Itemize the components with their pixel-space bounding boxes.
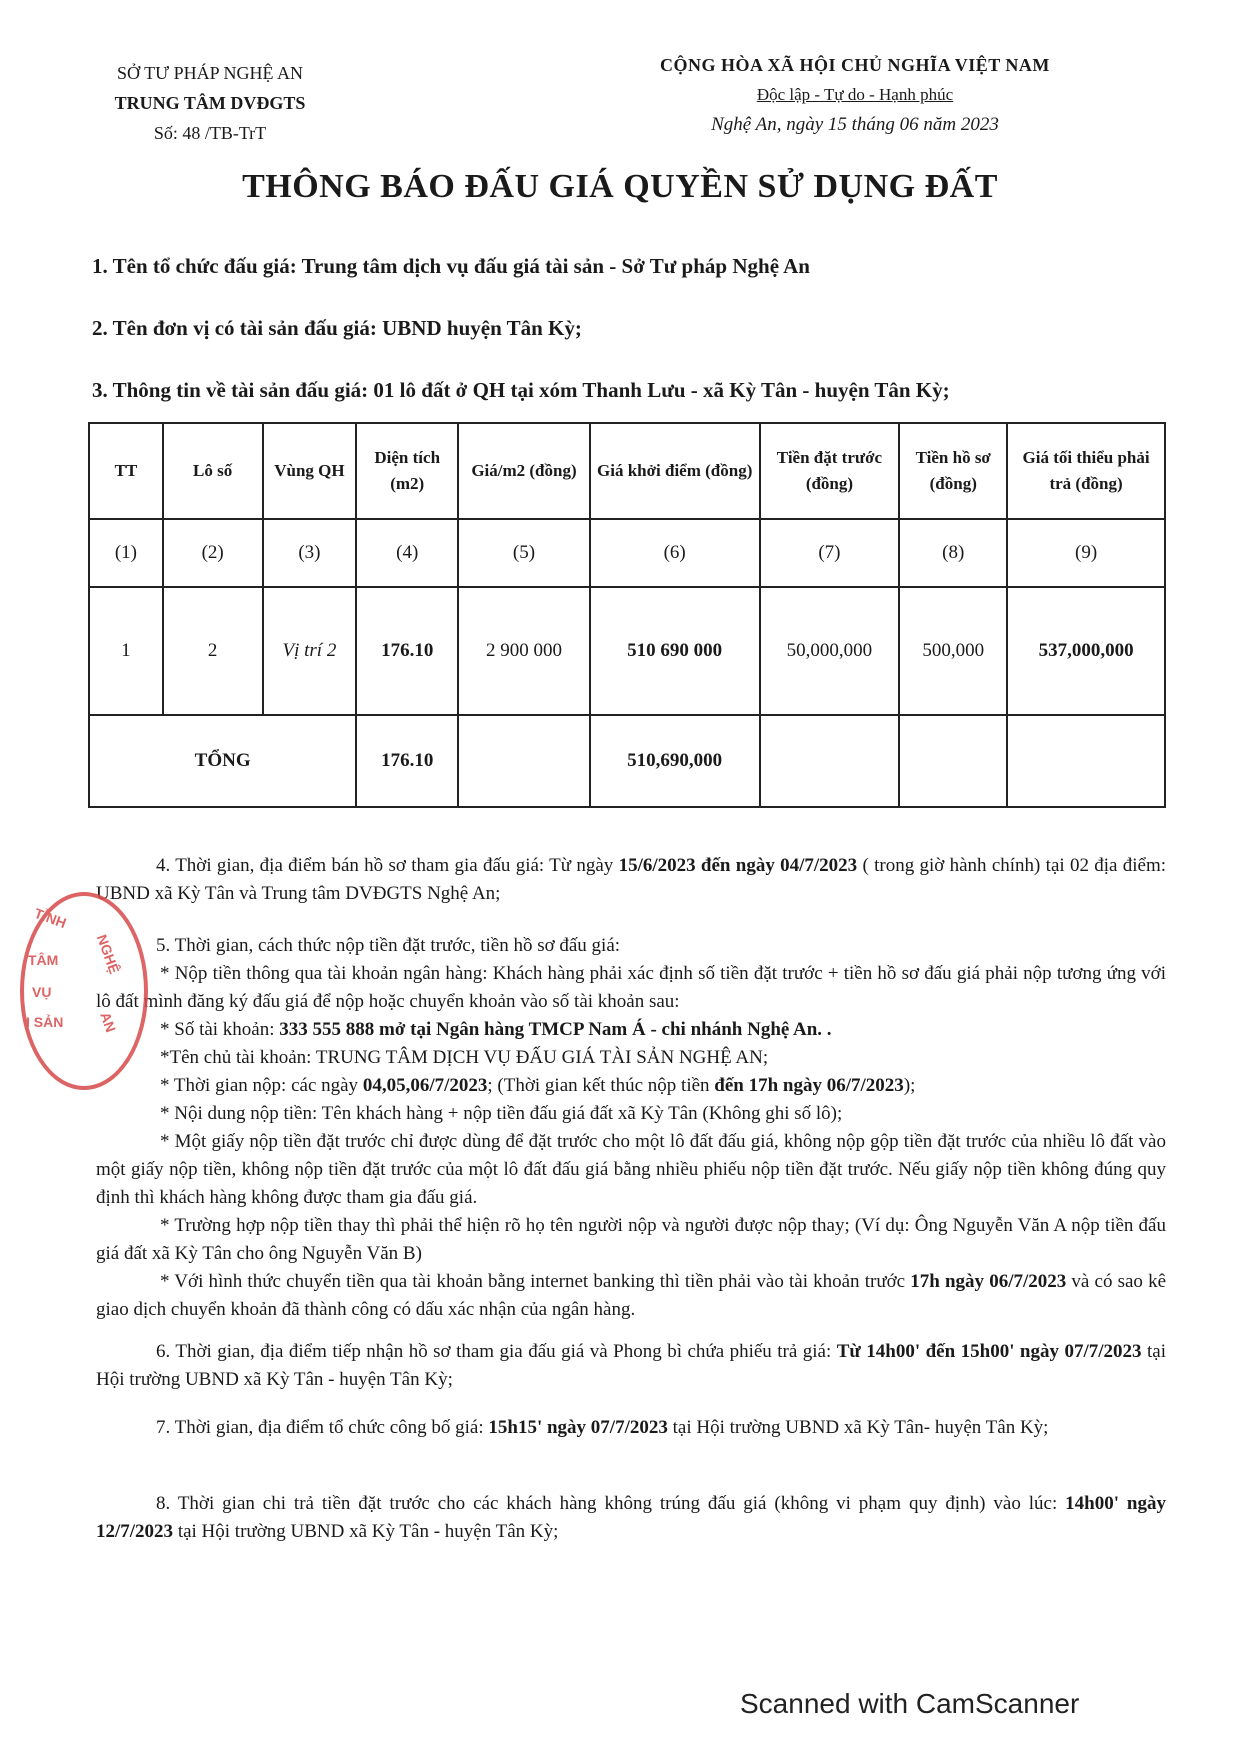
s6-text: 6. Thời gian, địa điểm tiếp nhận hồ sơ tham gia đấu giá và Phong bì chứa phiếu trả giá: (156, 1341, 832, 1362)
s7-place: tại Hội trường UBND xã Kỳ Tân- huyện Tân Kỳ; (672, 1417, 1049, 1438)
s5-ib-rest: và có sao kê giao dịch chuyển khoản đã thành công có dấu xác nhận của ngân hàng. (96, 1271, 1167, 1320)
section-4 (96, 852, 1166, 908)
item-asset-info: 3. Thông tin về tài sản đấu giá: 01 lô đất ở QH tại xóm Thanh Lưu - xã Kỳ Tân - huyện Tân Kỳ; (92, 378, 950, 402)
s5-time-end: ); (903, 1075, 916, 1096)
section-7 (96, 1414, 1166, 1442)
number-cell: (7) (760, 519, 900, 587)
number-cell: (6) (590, 519, 760, 587)
scanner-watermark: Scanned with CamScanner (740, 1688, 1080, 1719)
seal-text: VỤ (32, 984, 52, 1000)
document-title: THÔNG BÁO ĐẤU GIÁ QUYỀN SỬ DỤNG ĐẤT (242, 168, 998, 205)
table-total-row (89, 715, 1165, 807)
s7-time: 15h15' ngày 07/7/2023 (488, 1417, 668, 1438)
document-date: Nghệ An, ngày 15 tháng 06 năm 2023 (711, 114, 999, 135)
number-cell: (8) (899, 519, 1007, 587)
issuer-block (80, 58, 340, 148)
header-cell: Tiền hồ sơ (đồng) (899, 423, 1007, 519)
total-label: TỔNG (89, 715, 356, 807)
header-cell: Tiền đặt trước (đồng) (760, 423, 900, 519)
issuer-center: TRUNG TÂM DVĐGTS (114, 93, 306, 113)
s4-place: ( trong giờ hành chính) tại 02 địa điểm: UBND xã Kỳ Tân và Trung tâm DVĐGTS Nghệ An; (96, 855, 1167, 904)
table-header-row (89, 423, 1165, 519)
cell-price-per-m2: 2 900 000 (458, 587, 590, 715)
s5-payment-content: * Nội dung nộp tiền: Tên khách hàng + nộp tiền đấu giá đất xã Kỳ Tân (Không ghi số lô); (160, 1103, 843, 1124)
s5-time-deadline: đến 17h ngày 06/7/2023 (714, 1075, 904, 1096)
number-cell: (1) (89, 519, 163, 587)
official-seal (20, 892, 148, 1090)
seal-text: AN (97, 1009, 120, 1035)
header-cell: Vùng QH (263, 423, 357, 519)
header-cell: Giá khởi điểm (đồng) (590, 423, 760, 519)
s5-account-label: * Số tài khoản: (160, 1019, 275, 1040)
number-cell: (4) (356, 519, 458, 587)
cell-starting-price: 510 690 000 (590, 587, 760, 715)
number-cell: (3) (263, 519, 357, 587)
header-cell: TT (89, 423, 163, 519)
auction-table (88, 422, 1166, 808)
s5-ib-deadline: 17h ngày 06/7/2023 (910, 1271, 1067, 1292)
s7-text: 7. Thời gian, địa điểm tổ chức công bố giá: (156, 1417, 484, 1438)
number-cell: (9) (1007, 519, 1165, 587)
seal-text: NGHỆ (93, 932, 123, 976)
total-area: 176.10 (356, 715, 458, 807)
empty-cell (458, 715, 590, 807)
section-8 (96, 1490, 1166, 1546)
cell-file-fee: 500,000 (899, 587, 1007, 715)
s5-time-mid: ; (Thời gian kết thúc nộp tiền (487, 1075, 710, 1096)
number-cell: (5) (458, 519, 590, 587)
national-title: CỘNG HÒA XÃ HỘI CHỦ NGHĨA VIỆT NAM (660, 55, 1050, 75)
item-organizer: 1. Tên tổ chức đấu giá: Trung tâm dịch vụ đấu giá tài sản - Sở Tư pháp Nghệ An (92, 254, 810, 278)
empty-cell (1007, 715, 1165, 807)
cell-minimum-price: 537,000,000 (1007, 587, 1165, 715)
document-number: Số: 48 /TB-TrT (153, 123, 267, 143)
s8-text: 8. Thời gian chi trả tiền đặt trước cho các khách hàng không trúng đấu giá (không vi phạm quy định) vào lúc: (156, 1493, 1058, 1514)
header-cell: Lô số (163, 423, 263, 519)
s5-account-value: 333 555 888 mở tại Ngân hàng TMCP Nam Á - chi nhánh Nghệ An. . (279, 1019, 832, 1040)
cell-lot: 2 (163, 587, 263, 715)
cell-deposit: 50,000,000 (760, 587, 900, 715)
cell-tt: 1 (89, 587, 163, 715)
issuer-department: SỞ TƯ PHÁP NGHỆ AN (117, 63, 303, 83)
s5-payment-time (96, 1072, 1166, 1100)
s4-dates: 15/6/2023 đến ngày 04/7/2023 (618, 855, 858, 876)
table-row (89, 587, 1165, 715)
item-asset-owner: 2. Tên đơn vị có tài sản đấu giá: UBND huyện Tân Kỳ; (92, 316, 582, 340)
cell-area: 176.10 (356, 587, 458, 715)
s4-text: 4. Thời gian, địa điểm bán hồ sơ tham gia đấu giá: Từ ngày (156, 855, 614, 876)
s5-internet-banking (96, 1268, 1166, 1324)
header-cell: Giá tối thiểu phải trả (đồng) (1007, 423, 1165, 519)
s5-time-label: * Thời gian nộp: các ngày (160, 1075, 359, 1096)
s8-time: 14h00' ngày 12/7/2023 (96, 1493, 1166, 1542)
header-cell: Giá/m2 (đồng) (458, 423, 590, 519)
s5-account-owner: *Tên chủ tài khoản: TRUNG TÂM DỊCH VỤ ĐẤU GIÁ TÀI SẢN NGHỆ AN; (160, 1047, 769, 1068)
table-number-row (89, 519, 1165, 587)
s5-title: 5. Thời gian, cách thức nộp tiền đặt trước, tiền hồ sơ đấu giá: (156, 935, 621, 956)
header-cell: Diện tích (m2) (356, 423, 458, 519)
number-cell: (2) (163, 519, 263, 587)
total-starting-price: 510,690,000 (590, 715, 760, 807)
s5-account (96, 1016, 1166, 1044)
national-header (640, 50, 1070, 140)
section-6 (96, 1338, 1166, 1394)
national-motto: Độc lập - Tự do - Hạnh phúc (756, 85, 954, 104)
s6-time: Từ 14h00' đến 15h00' ngày 07/7/2023 (836, 1341, 1142, 1362)
s5-bank-transfer: * Nộp tiền thông qua tài khoản ngân hàng: Khách hàng phải xác định số tiền đặt trước + tiền hồ sơ đấu giá phải nộp tương ứng với lô đất mình đăng ký đấu giá để nộp hoặc chuyển khoản vào số tài khoản sau: (96, 963, 1166, 1012)
section-5 (93, 932, 1167, 1324)
seal-text: TÂM (28, 952, 59, 968)
s5-proxy-payment: * Trường hợp nộp tiền thay thì phải thể hiện rõ họ tên người nộp và người được nộp thay; (Ví dụ: Ông Nguyễn Văn A nộp tiền đấu giá đất xã Kỳ Tân cho ông Nguyễn Văn B) (96, 1215, 1166, 1264)
s5-ib-text: * Với hình thức chuyển tiền qua tài khoản bằng internet banking thì tiền phải vào tài khoản trước (160, 1271, 906, 1292)
s5-one-slip-rule: * Một giấy nộp tiền đặt trước chỉ được dùng để đặt trước cho một lô đất đấu giá, không nộp gộp tiền đặt trước của nhiều lô đất vào một giấy nộp tiền, không nộp tiền đặt trước của một lô đất đấu giá bằng nhiều phiếu nộp tiền đặt trước. Nếu giấy nộp tiền không đúng quy định thì khách hàng không được tham gia đấu giá. (96, 1131, 1166, 1208)
cell-zone: Vị trí 2 (263, 587, 357, 715)
s5-time-dates: 04,05,06/7/2023 (362, 1075, 488, 1096)
seal-text: I SẢN (26, 1014, 64, 1030)
s8-place: tại Hội trường UBND xã Kỳ Tân - huyện Tân Kỳ; (177, 1521, 559, 1542)
s6-place: tại Hội trường UBND xã Kỳ Tân - huyện Tân Kỳ; (96, 1341, 1166, 1390)
empty-cell (899, 715, 1007, 807)
empty-cell (760, 715, 900, 807)
seal-text: TỈNH (32, 904, 69, 932)
